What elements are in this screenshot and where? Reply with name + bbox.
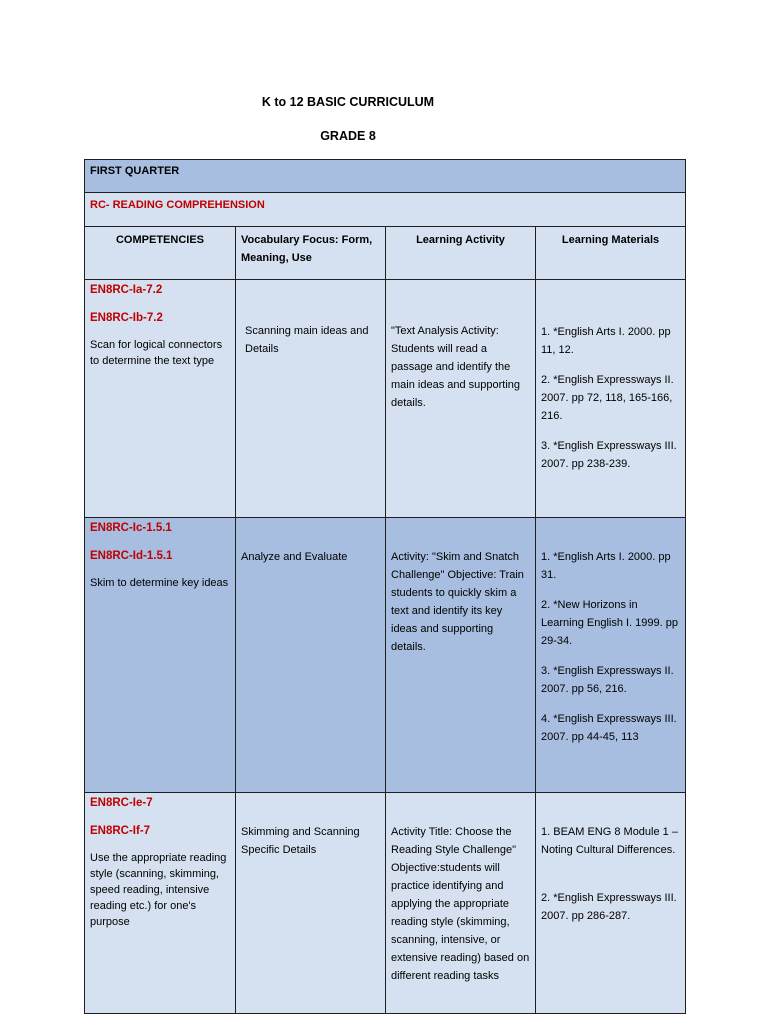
- material-item: 1. *English Arts I. 2000. pp 31.: [541, 551, 671, 581]
- competency-code: EN8RC-Ie-7: [90, 797, 153, 809]
- table-row: [85, 518, 686, 793]
- learning-materials-cell: [536, 793, 686, 1014]
- column-header-learning-activity: Learning Activity: [386, 227, 536, 280]
- vocabulary-focus-text: Skimming and Scanning Specific Details: [241, 826, 360, 856]
- learning-activity-text: "Text Analysis Activity: Students will read a passage and identify the main ideas and supporting details.: [391, 325, 521, 409]
- table-row: [85, 280, 686, 518]
- material-item: 1. BEAM ENG 8 Module 1 – Noting Cultural Differences.: [541, 826, 678, 856]
- column-header-competencies: COMPETENCIES: [85, 227, 236, 280]
- competency-code: EN8RC-If-7: [90, 825, 151, 837]
- column-header-learning-materials: Learning Materials: [536, 227, 686, 280]
- curriculum-table: [84, 159, 686, 1014]
- vocabulary-focus-text: Scanning main ideas and Details: [245, 325, 369, 355]
- material-item: 2. *English Expressways II. 2007. pp 72, 118, 165-166, 216.: [541, 374, 674, 422]
- column-header-vocabulary-focus: Vocabulary Focus: Form, Meaning, Use: [236, 227, 386, 280]
- competency-description: Scan for logical connectors to determine the text type: [90, 339, 223, 367]
- material-item: 2. *English Expressways III. 2007. pp 286-287.: [541, 892, 677, 922]
- learning-materials-cell: [536, 518, 686, 793]
- quarter-heading: FIRST QUARTER: [85, 160, 686, 193]
- material-item: 2. *New Horizons in Learning English I. 1999. pp 29-34.: [541, 599, 678, 647]
- grade-title: GRADE 8: [320, 129, 376, 143]
- learning-activity-text: Activity: "Skim and Snatch Challenge" Objective: Train students to quickly skim a text and identify its key ideas and supporting details.: [391, 551, 524, 653]
- material-item: 4. *English Expressways III. 2007. pp 44-45, 113: [541, 713, 677, 743]
- competency-code: EN8RC-Ic-1.5.1: [90, 522, 172, 534]
- column-header-row: [85, 227, 686, 280]
- competency-code: EN8RC-Ib-7.2: [90, 312, 163, 324]
- learning-activity-cell: [386, 518, 536, 793]
- learning-activity-cell: [386, 793, 536, 1014]
- document-title: K to 12 BASIC CURRICULUM: [261, 95, 435, 109]
- vocabulary-focus-cell: [236, 518, 386, 793]
- vocabulary-focus-text: Analyze and Evaluate: [241, 551, 348, 563]
- learning-materials-cell: [536, 280, 686, 518]
- competency-code: EN8RC-Ia-7.2: [90, 284, 163, 296]
- vocabulary-focus-cell: [236, 280, 386, 518]
- competency-description: Skim to determine key ideas: [90, 577, 229, 589]
- material-item: 3. *English Expressways III. 2007. pp 238-239.: [541, 440, 677, 470]
- table-row: [85, 793, 686, 1014]
- competency-cell: [85, 518, 236, 793]
- material-item: 3. *English Expressways II. 2007. pp 56, 216.: [541, 665, 674, 695]
- learning-activity-text: Activity Title: Choose the Reading Style Challenge" Objective:students will practice identifying and applying the appropriate reading style (skimming, scanning, intensive, or extensive reading) based on different reading tasks: [391, 826, 530, 982]
- domain-heading: RC- READING COMPREHENSION: [85, 193, 686, 227]
- vocabulary-focus-cell: [236, 793, 386, 1014]
- learning-activity-cell: [386, 280, 536, 518]
- competency-cell: [85, 793, 236, 1014]
- competency-description: Use the appropriate reading style (scanning, skimming, speed reading, intensive reading etc.) for one's purpose: [90, 852, 227, 928]
- competency-code: EN8RC-Id-1.5.1: [90, 550, 173, 562]
- material-item: 1. *English Arts I. 2000. pp 11, 12.: [541, 326, 671, 356]
- competency-cell: [85, 280, 236, 518]
